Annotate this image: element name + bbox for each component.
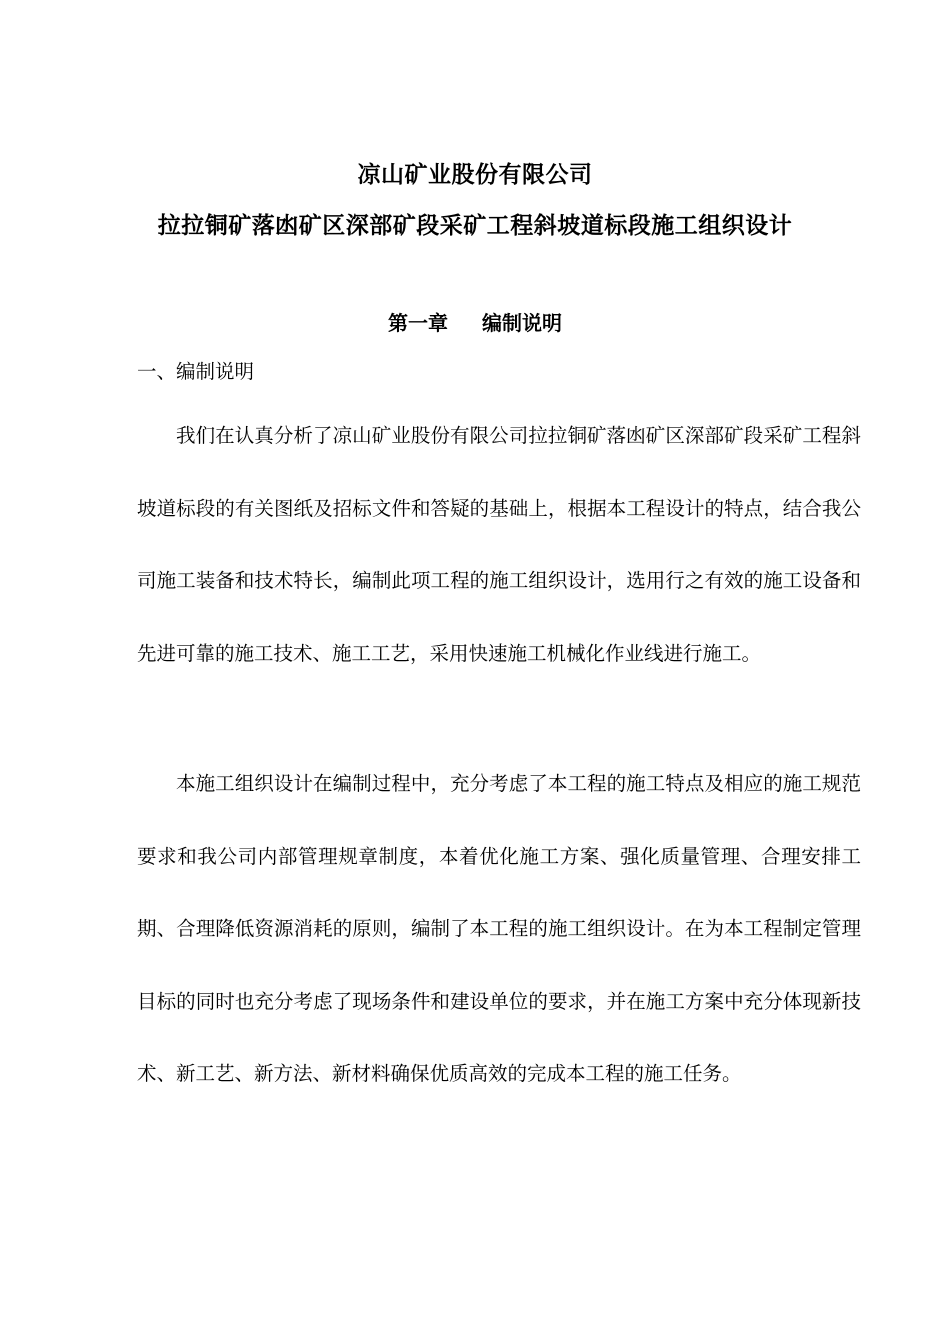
project-title: 拉拉铜矿落凼矿区深部矿段采矿工程斜坡道标段施工组织设计 bbox=[157, 212, 793, 239]
chapter-number: 第一章 bbox=[388, 311, 448, 335]
body-paragraph-1: 我们在认真分析了凉山矿业股份有限公司拉拉铜矿落凼矿区深部矿段采矿工程斜坡道标段的有关图纸及招标文件和答疑的基础上，根据本工程设计的特点，结合我公司施工装备和技术特长，编制此项工程的施工组织设计，选用行之有效的施工设备和先进可靠的施工技术、施工工艺，采用快速施工机械化作业线进行施工。 bbox=[137, 424, 861, 665]
body-paragraph-2: 本施工组织设计在编制过程中，充分考虑了本工程的施工特点及相应的施工规范要求和我公司内部管理规章制度，本着优化施工方案、强化质量管理、合理安排工期、合理降低资源消耗的原则，编制了本工程的施工组织设计。在为本工程制定管理目标的同时也充分考虑了现场条件和建设单位的要求，并在施工方案中充分体现新技术、新工艺、新方法、新材料确保优质高效的完成本工程的施工任务。 bbox=[137, 772, 861, 1085]
company-title: 凉山矿业股份有限公司 bbox=[357, 161, 593, 188]
chapter-heading bbox=[0, 309, 950, 337]
chapter-name: 编制说明 bbox=[482, 311, 562, 335]
section-heading: 一、编制说明 bbox=[137, 360, 255, 383]
